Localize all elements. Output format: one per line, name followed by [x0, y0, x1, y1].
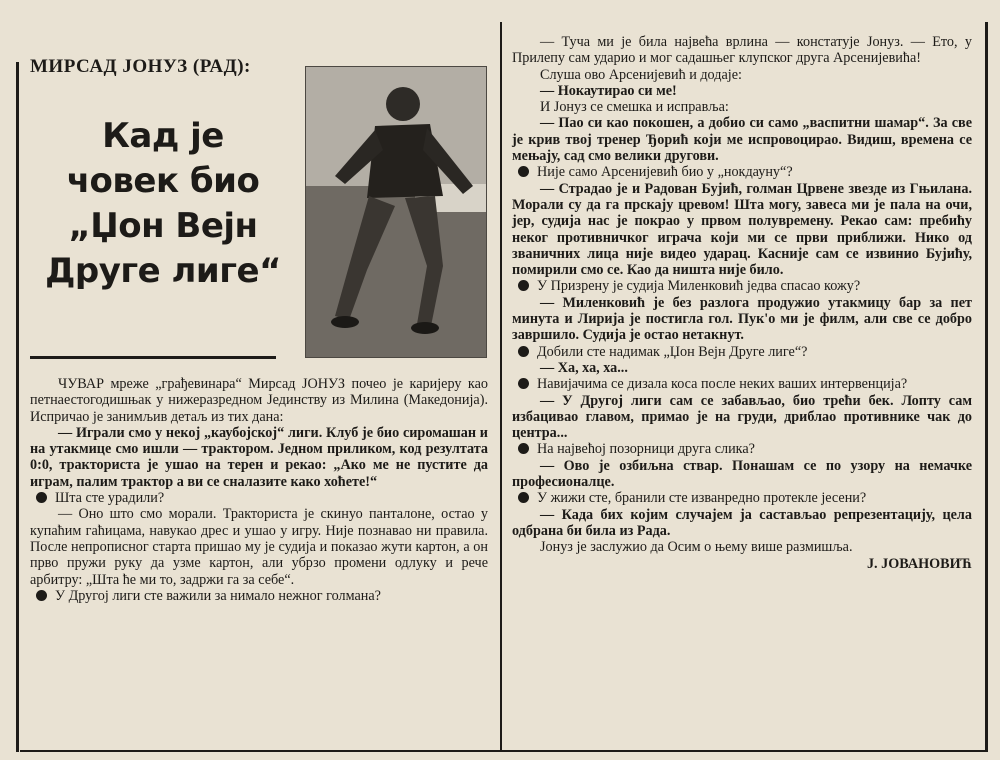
question-text: Навијачима се дизала коса после неких ваших интервенција?: [537, 376, 908, 393]
question-paragraph: [512, 278, 972, 294]
bullet-icon: [518, 166, 529, 177]
interviewee-kicker: МИРСАД ЈОНУЗ (РАД):: [30, 56, 251, 77]
answer-paragraph: — Нокаутирао си ме!: [540, 82, 677, 99]
question-text: На највећој позорници друга слика?: [537, 441, 755, 458]
answer-paragraph: — Оно што смо морали. Тракториста је скинуо панталоне, остао у купаћим гаћицама, навукао дрес и ушао у игру. Није познавао ни правила. После непрописног старта пришао му је судија и показао жути картон, а он прво пружи руку да узме картон, али убрзо промени одлуку и рече арбитру: „Шта ће ми то, задржи га за себе“.: [30, 506, 488, 588]
bottom-rule: [20, 750, 988, 752]
bullet-icon: [518, 443, 529, 454]
bullet-icon: [36, 590, 47, 601]
right-border-rule: [985, 22, 988, 750]
question-paragraph: [512, 344, 972, 360]
column-divider-rule: [500, 22, 502, 750]
answer-paragraph: — Туча ми је била највећа врлина — констатује Јонуз. — Ето, у Прилепу сам ударио и мог садашњег клупског друга Арсенијевића!: [512, 34, 972, 67]
goalkeeper-photo: [305, 66, 487, 358]
answer-paragraph: — Када бих којим случајем ја састављао репрезентацију, цела одбрана би била из Рада.: [512, 506, 972, 539]
headline-line-4: Друге лиге“: [45, 251, 281, 291]
headline-line-3: „Џон Вејн: [68, 206, 258, 246]
bullet-icon: [36, 492, 47, 503]
question-paragraph: [512, 441, 972, 457]
question-text: Добили сте надимак „Џон Вејн Друге лиге“?: [537, 343, 808, 360]
lead-paragraph: ЧУВАР мреже „грађевинара“ Мирсад ЈОНУЗ почео је каријеру као петнаестогодишњак у нижеразредном Јединству из Милина (Македонија). Испричао је занимљив детаљ из тих дана:: [30, 376, 488, 425]
article-headline: [28, 114, 298, 294]
answer-paragraph: — Играли смо у некој „каубојској“ лиги. Клуб је био сиромашан и на утакмице смо ишли — трактором. Једном приликом, код резултата 0:0, тракториста је ушао на терен и рекао: „Ако ме не пустите да играм, палим трактор а ви се сналазите како хоћете!“: [30, 424, 488, 490]
question-paragraph: [512, 164, 972, 180]
question-text: У Другој лиги сте важили за нимало нежног голмана?: [55, 587, 381, 604]
bullet-icon: [518, 492, 529, 503]
headline-line-1: Кад је: [102, 116, 224, 156]
answer-paragraph: — Ово је озбиљна ствар. Понашам се по узору на немачке професионалце.: [512, 457, 972, 491]
question-paragraph: [30, 490, 488, 506]
question-text: Није само Арсенијевић био у „нокдауну“?: [537, 164, 793, 181]
author-signature: Ј. ЈОВАНОВИЋ: [866, 555, 972, 572]
answer-paragraph: — Ха, ха, ха...: [540, 359, 628, 376]
bullet-icon: [518, 346, 529, 357]
bullet-icon: [518, 280, 529, 291]
question-paragraph: [30, 588, 488, 604]
question-paragraph: [512, 490, 972, 506]
plain-paragraph: И Јонуз се смешка и исправља:: [540, 99, 729, 116]
question-text: У жижи сте, бранили сте изванредно протекле јесени?: [537, 490, 867, 507]
bullet-icon: [518, 378, 529, 389]
answer-paragraph: — Миленковић је без разлога продужио утакмицу бар за пет минута и Лирија је постигла гол. Пук'о ми је филм, али све се добро завршило. Судија је остао нетакнут.: [512, 294, 972, 344]
question-text: Шта сте урадили?: [55, 490, 165, 507]
plain-paragraph: Јонуз је заслужио да Осим о њему више размишља.: [540, 539, 853, 556]
question-text: У Призрену је судија Миленковић једва спасао кожу?: [537, 278, 861, 295]
headline-line-2: човек био: [66, 161, 260, 201]
answer-paragraph: — Пао си као покошен, а добио си само „васпитни шамар“. За све је крив твој тренер Ђорић који ме испровоцирао. Видиш, времена се мењају, сад смо велики другови.: [512, 115, 972, 165]
answer-paragraph: — У Другој лиги сам се забављао, био трећи бек. Лопту сам избацивао главом, примао је на груди, дриблао противнике чак до центра...: [512, 392, 972, 442]
question-paragraph: [512, 376, 972, 392]
article-right-column: [512, 34, 972, 572]
title-underline-rule: [30, 356, 276, 359]
article-left-column: [30, 376, 488, 604]
plain-paragraph: Слуша ово Арсенијевић и додаје:: [540, 66, 742, 83]
answer-paragraph: — Страдао је и Радован Бујић, голман Црвене звезде из Гњилана. Морали су да га прскају цревом! Шта могу, завеса ми је пала на очи, јер, судија нас је покрао у првом полувремену. Рекао сам: пребићу неког противничког играча који ми се први приближи. Нико од званичних лица није видео ударац. Касније сам се извинио Бујићу, помирили смо се. Као да ништа није било.: [512, 180, 972, 279]
left-border-rule: [16, 62, 19, 752]
